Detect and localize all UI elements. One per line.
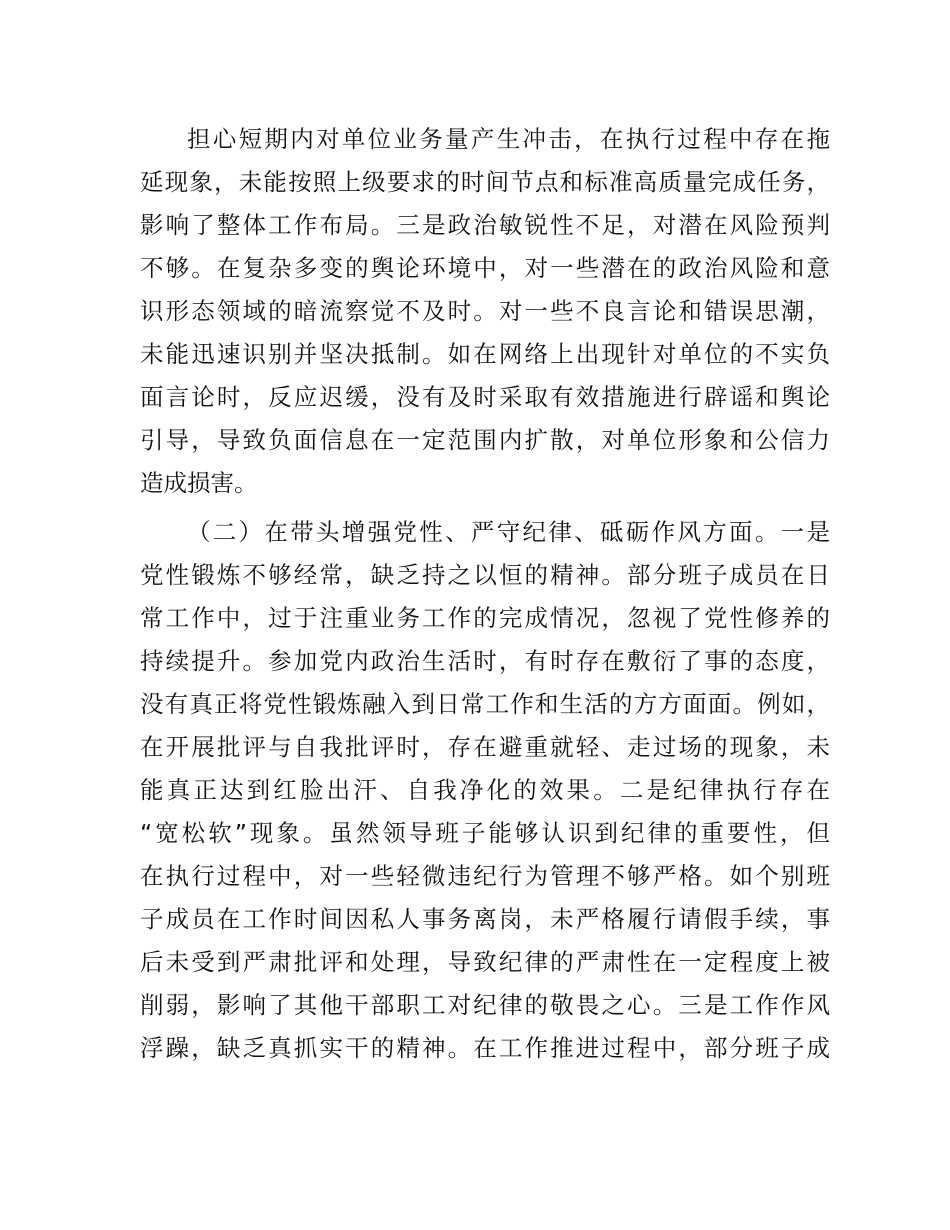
text-line: 未能迅速识别并坚决抵制。如在网络上出现针对单位的不实负 — [140, 340, 830, 368]
text-line: 识形态领域的暗流察觉不及时。对一些不良言论和错误思潮， — [140, 297, 830, 325]
text-line: 面言论时，反应迟缓，没有及时采取有效措施进行辟谣和舆论 — [140, 383, 830, 411]
text-line: 浮躁，缺乏真抓实干的精神。在工作推进过程中，部分班子成 — [140, 1034, 830, 1062]
text-line: 后未受到严肃批评和处理，导致纪律的严肃性在一定程度上被 — [140, 948, 830, 976]
text-line: 不够。在复杂多变的舆论环境中，对一些潜在的政治风险和意 — [140, 254, 830, 282]
paragraph-2 — [140, 511, 830, 1070]
text-line: 常工作中，过于注重业务工作的完成情况，忽视了党性修养的 — [140, 604, 830, 632]
text-line: 子成员在工作时间因私人事务离岗，未严格履行请假手续，事 — [140, 905, 830, 933]
text-line: 持续提升。参加党内政治生活时，有时存在敷衍了事的态度， — [140, 647, 830, 675]
text-line: 在开展批评与自我批评时，存在避重就轻、走过场的现象，未 — [140, 733, 830, 761]
text-line: 造成损害。 — [140, 469, 258, 497]
text-line: “宽松软”现象。虽然领导班子能够认识到纪律的重要性，但 — [140, 819, 830, 847]
text-line: 引导，导致负面信息在一定范围内扩散，对单位形象和公信力 — [140, 426, 830, 454]
document-body — [140, 118, 830, 1070]
text-line: 党性锻炼不够经常，缺乏持之以恒的精神。部分班子成员在日 — [140, 561, 830, 589]
text-line: 担心短期内对单位业务量产生冲击，在执行过程中存在拖 — [187, 125, 830, 153]
text-line: （二）在带头增强党性、严守纪律、砥砺作风方面。一是 — [187, 518, 830, 546]
paragraph-1 — [140, 118, 830, 505]
text-line: 削弱，影响了其他干部职工对纪律的敬畏之心。三是工作作风 — [140, 991, 830, 1019]
text-line: 延现象，未能按照上级要求的时间节点和标准高质量完成任务， — [140, 168, 830, 196]
text-line: 能真正达到红脸出汗、自我净化的效果。二是纪律执行存在 — [140, 776, 830, 804]
text-line: 没有真正将党性锻炼融入到日常工作和生活的方方面面。例如， — [140, 690, 830, 718]
text-line: 影响了整体工作布局。三是政治敏锐性不足，对潜在风险预判 — [140, 211, 830, 239]
text-line: 在执行过程中，对一些轻微违纪行为管理不够严格。如个别班 — [140, 862, 830, 890]
